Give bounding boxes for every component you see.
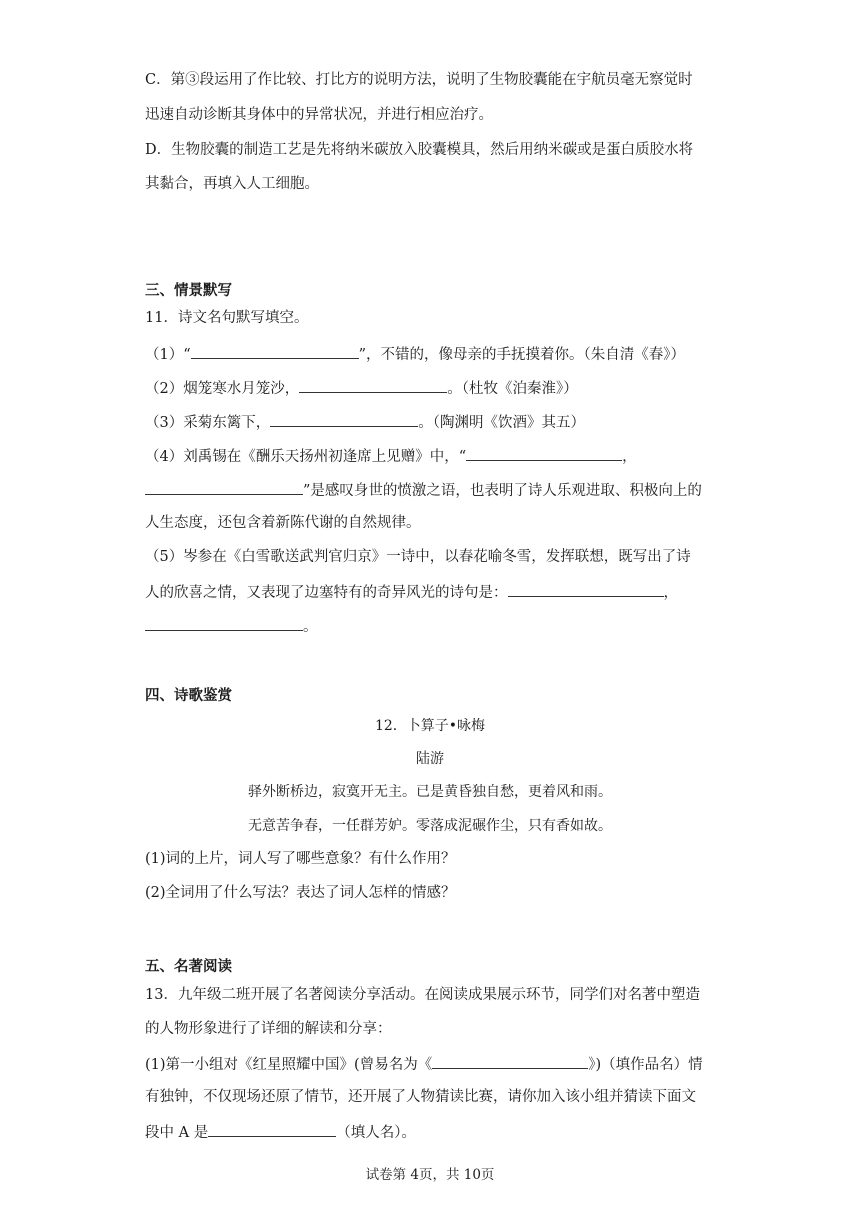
item-2-pre: （2）烟笼寒水月笼沙， [145, 381, 300, 397]
answer-blank[interactable] [208, 1121, 336, 1137]
item-5-line2 [145, 581, 678, 603]
question-13-line1: 13．九年级二班开展了名著阅读分享活动。在阅读成果展示环节，同学们对名著中塑造 [145, 987, 700, 1003]
item-4-line1 [145, 445, 637, 467]
item-5-line3 [145, 615, 318, 637]
poem-question-2: (2)全词用了什么写法？表达了词人怎样的情感？ [145, 885, 456, 901]
option-d-line1: D．生物胶囊的制造工艺是先将纳米碳放入胶囊模具，然后用纳米碳或是蛋白质胶水将 [145, 142, 694, 158]
section5-heading: 五、名著阅读 [145, 959, 232, 975]
sub1-pre: (1)第一小组对《红星照耀中国》(曾易名为《 [145, 1057, 433, 1073]
page-footer: 试卷第 4页，共 10页 [365, 1167, 495, 1183]
item-4-comma: ， [622, 449, 637, 465]
item-3-post: 。（陶渊明《饮酒》其五） [418, 415, 585, 431]
option-c-line1: C．第③段运用了作比较、打比方的说明方法，说明了生物胶囊能在宇航员毫无察觉时 [145, 72, 693, 88]
answer-blank[interactable] [145, 615, 303, 631]
answer-blank[interactable] [191, 343, 359, 359]
item-5-line3-post: 。 [303, 619, 318, 635]
item-3 [145, 411, 585, 433]
item-5-line1: （5）岑参在《白雪歌送武判官归京》一诗中，以春花喻冬雪，发挥联想，既写出了诗 [145, 549, 691, 565]
item-3-pre: （3）采菊东篱下， [145, 415, 271, 431]
section3-heading: 三、情景默写 [145, 283, 232, 299]
option-c-line2: 迅速自动诊断其身体中的异常状况，并进行相应治疗。 [145, 107, 493, 123]
option-d-line2: 其黏合，再填入人工细胞。 [145, 176, 319, 192]
answer-blank[interactable] [270, 411, 418, 427]
question-11-intro: 11．诗文名句默写填空。 [145, 310, 309, 326]
sub-question-1-line2: 有独钟，不仅现场还原了情节，还开展了人物猜读比赛，请你加入该小组并猜读下面文 [145, 1089, 696, 1105]
sub-question-1-line1 [145, 1053, 703, 1075]
sub1-line3-post: （填人名）。 [336, 1125, 416, 1141]
answer-blank[interactable] [466, 445, 622, 461]
poem-line-2: 无意苦争春，一任群芳妒。零落成泥碾作尘，只有香如故。 [248, 818, 612, 834]
section4-heading: 四、诗歌鉴赏 [145, 688, 232, 704]
sub-question-1-line3 [145, 1121, 416, 1143]
item-4-line2-post: ”是感叹身世的愤激之语，也表明了诗人乐观进取、积极向上的 [303, 483, 702, 499]
item-1-post: ”，不错的，像母亲的手抚摸着你。（朱自清《春》） [358, 347, 686, 363]
item-4-pre: （4）刘禹锡在《酬乐天扬州初逢席上见赠》中，“ [145, 449, 467, 465]
item-1-pre: （1）“ [145, 347, 191, 363]
sub1-post: 》)（填作品名）情 [588, 1057, 703, 1073]
answer-blank[interactable] [299, 377, 447, 393]
item-5-line2-pre: 人的欣喜之情，又表现了边塞特有的奇异风光的诗句是： [145, 585, 508, 601]
answer-blank[interactable] [432, 1053, 588, 1069]
item-2 [145, 377, 578, 399]
item-4-line3: 人生态度，还包含着新陈代谢的自然规律。 [145, 515, 421, 531]
answer-blank[interactable] [145, 479, 303, 495]
item-2-post: 。（杜牧《泊秦淮》） [447, 381, 578, 397]
question-13-line2: 的人物形象进行了详细的解读和分享： [145, 1021, 392, 1037]
item-5-line2-post: ， [663, 585, 678, 601]
sub1-line3-pre: 段中 A 是 [145, 1125, 209, 1141]
item-1 [145, 343, 685, 365]
poem-question-1: (1)词的上片，词人写了哪些意象？有什么作用？ [145, 851, 456, 867]
poem-title: 12．卜算子•咏梅 [374, 718, 486, 734]
poem-line-1: 驿外断桥边，寂寞开无主。已是黄昏独自愁，更着风和雨。 [248, 784, 612, 800]
item-4-line2 [145, 479, 702, 501]
poem-author: 陆游 [416, 751, 444, 767]
answer-blank[interactable] [508, 581, 664, 597]
